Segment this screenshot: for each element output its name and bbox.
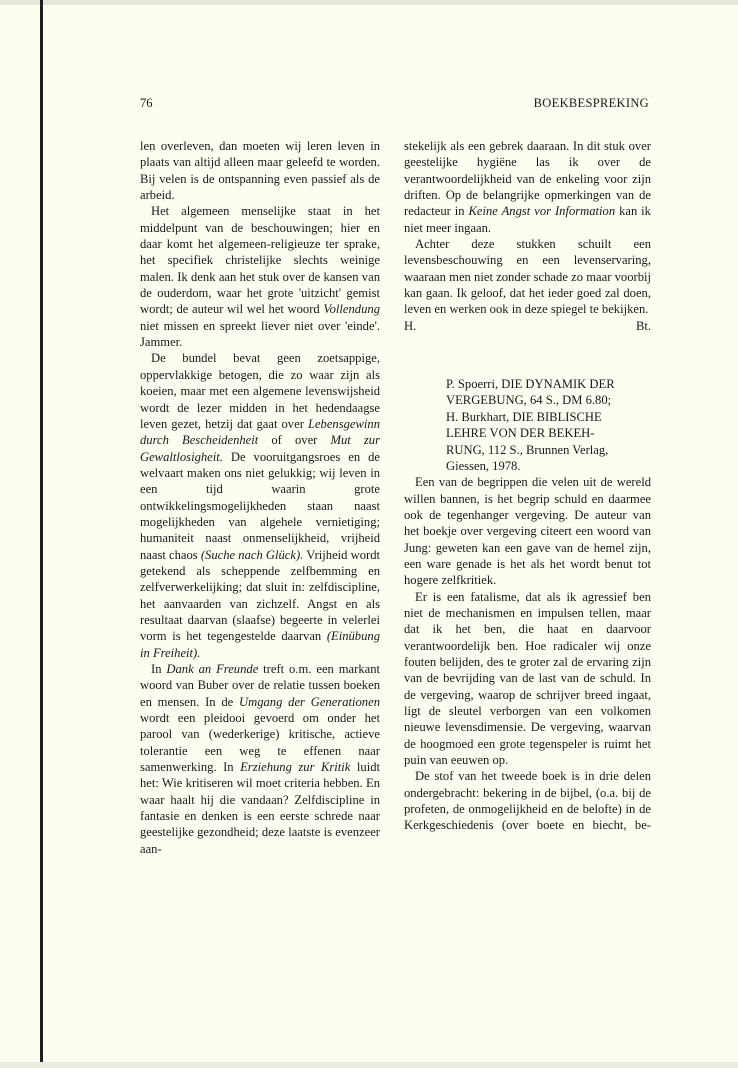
citation-line: H. Burkhart, DIE BIBLISCHE [446, 409, 602, 424]
review-signature [404, 318, 651, 334]
citation-line: RUNG, 112 S., Brunnen Verlag, [446, 442, 609, 457]
left-column [140, 138, 380, 857]
running-title: BOEKBESPREKING [533, 96, 649, 110]
left-paragraph-3: De bundel bevat geen zoetsappige, oppervlakkige betogen, die zo waar zijn als koeien, maar met een algemene levenswijsheid wordt de lezer midden in het hedendaagse leven gezet, hetzij dat gaat over Lebensgewinn durch Bescheidenheit of over Mut zur Gewaltlosigheit. De vooruitgangsroes en de welvaart maken ons niet gelukkig; wij leven in een tijd waarin grote ontwikkelingsmogelijkheden staan naast mogelijkheden van algehele vernietiging; humaniteit naast onmenselijkheid, vrijheid naast chaos (Suche nach Glück). Vrijheid wordt getekend als scheppende zelfbemming en zelfverwerkelijking; dat sluit in: zelfdiscipline, het aanvaarden van zichzelf. Angst en als resultaat daarvan (slaafse) begeerte in velerlei vorm is het tegengestelde daarvan (Einübung in Freiheit). [140, 351, 380, 660]
right-paragraph-4: Er is een fatalisme, dat als ik agressief ben niet de mechanismen en impulsen tellen, maar dat ik het ben, die haat en daarvoor verantwoordelijk ben. Hoe radicaler wij onze fouten belijden, des te groter zal de ervaring zijn van de bevrijding van de last van de schuld. In de vergeving, waarop de schrijver breed ingaat, ligt de sleutel verborgen van een volkomen nieuwe levensdimensie. De vergeving, waarvan de hoogmoed een grote tegenspeler is ruimt het puin van eeuwen op. [404, 589, 651, 768]
signature-reviewer: Bt. [635, 318, 651, 333]
scan-top-edge [0, 0, 738, 5]
right-paragraph-3: Een van de begrippen die velen uit de wereld willen bannen, is het begrip schuld en daarmee ook de tegenhanger vergeving. De auteur van het boekje over vergeving citeert een woord van Jung: geweten kan een gave van de hemel zijn, een ware genade is het als het wordt benut tot hogere zelfkritiek. [404, 475, 651, 588]
citation-line: P. Spoerri, DIE DYNAMIK DER [446, 377, 615, 392]
right-paragraph-1: stekelijk als een gebrek daaraan. In dit stuk over geestelijke hygiëne las ik over de verantwoordelijkheid van de enkeling voor zijn driften. Op de belangrijke opmerkingen van de redacteur in Keine Angst vor Information kan ik niet meer ingaan. [404, 139, 651, 235]
left-paragraph-4: In Dank an Freunde treft o.m. een markant woord van Buber over de relatie tussen boeken en mensen. In de Umgang der Generationen wordt een pleidooi gevoerd om onder het parool van (wederkerige) kritische, actieve tolerantie een weg te effenen naar samenwerking. In Erziehung zur Kritik luidt het: Wie kritiseren wil moet criteria hebben. En waar haalt hij die vandaan? Zelfdiscipline in fantasie en denken is een eerste schrede naar geestelijke gezondheid; deze laatste is evenzeer aan- [140, 662, 380, 856]
left-paragraph-2: Het algemeen menselijke staat in het middelpunt van de beschouwingen; hier en daar komt het algemeen-religieuze ter sprake, het specifiek christelijke slechts weinige malen. Ik denk aan het stuk over de kansen van de ouderdom, waar het grote 'uitzicht' gemist wordt; de auteur wil wel het woord Vollendung niet missen en spreekt liever niet over 'einde'. Jammer. [140, 204, 380, 350]
citation-line: LEHRE VON DER BEKEH- [446, 426, 595, 441]
scan-left-edge [40, 0, 43, 1068]
citation-line: Giessen, 1978. [446, 458, 521, 473]
page-header [140, 96, 649, 112]
book-citation [446, 376, 651, 474]
right-column [404, 138, 651, 834]
left-paragraph-1: len overleven, dan moeten wij leren leven in plaats van altijd alleen maar geleefd te worden. Bij velen is de ontspanning even passief als de arbeid. [140, 139, 380, 203]
signature-initial: H. [404, 318, 417, 333]
right-paragraph-2: Achter deze stukken schuilt een levensbeschouwing en een levenservaring, waaraan men niet zonder schade zo maar voorbij kan gaan. Ik geloof, dat het ieder goed zal doen, leven en werken ook in deze spiegel te bekijken. [404, 237, 651, 317]
right-paragraph-5: De stof van het tweede boek is in drie delen ondergebracht: bekering in de bijbel, (o.a. bij de profeten, de onmogelijkheid en de belofte) in de Kerkgeschiedenis (over boete en biecht, be- [404, 769, 651, 833]
citation-line: VERGEBUNG, 64 S., DM 6.80; [446, 393, 612, 408]
page-number: 76 [140, 96, 153, 110]
scan-bottom-edge [0, 1062, 738, 1068]
